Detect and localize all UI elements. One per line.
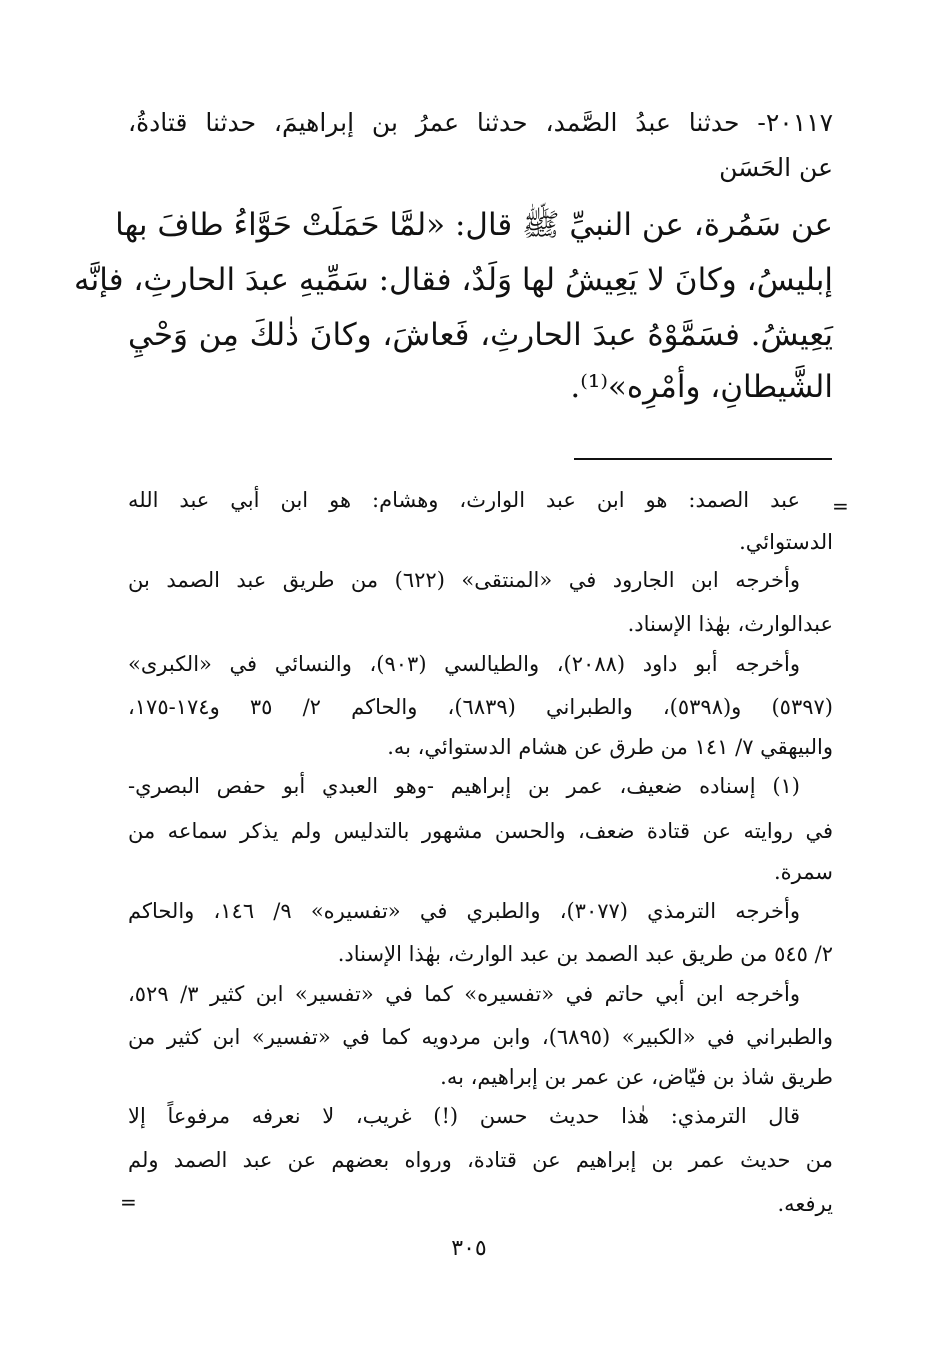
footnote-line-3: وأخرجه ابن الجارود في «المنتقى» (٦٢٢) من طريق عبد الصمد بن (128, 568, 800, 592)
footnote-line-17: من حديث عمر بن إبراهيم عن قتادة، ورواه بعضهم عن عبد الصمد ولم (128, 1148, 833, 1172)
footnote-line-11: وأخرجه الترمذي (٣٠٧٧)، والطبري في «تفسيره» ٩/ ١٤٦، والحاكم (128, 899, 800, 923)
footnote-line-12: ٢/ ٥٤٥ من طريق عبد الصمد بن عبد الوارث، بهٰذا الإسناد. (337, 942, 833, 966)
footnote-divider (574, 458, 832, 460)
footnote-line-8: (١) إسناده ضعيف، عمر بن إبراهيم -وهو العبدي أبو حفص البصري- (128, 774, 800, 798)
footnote-line-10: سمرة. (773, 860, 833, 884)
matn-line-3: يَعِيشُ. فسَمَّوْهُ عبدَ الحارثِ، فَعاشَ، وكانَ ذٰلكَ مِن وَحْيِ (128, 317, 833, 353)
matn-line-4: الشَّيطانِ، وأمْرِه»⁽¹⁾. (570, 369, 833, 405)
footnote-line-18: يرفعه. (777, 1192, 833, 1216)
footnote-line-13: وأخرجه ابن أبي حاتم في «تفسيره» كما في «تفسير» ابن كثير ٣/ ٥٢٩، (128, 982, 800, 1006)
continuation-mark-bottom: = (120, 1190, 137, 1214)
isnad-line-1: ٢٠١١٧- حدثنا عبدُ الصَّمد، حدثنا عمرُ بن إبراهيمَ، حدثنا قتادةُ، (128, 108, 833, 137)
footnote-line-6: (٥٣٩٧) و(٥٣٩٨)، والطبراني (٦٨٣٩)، والحاكم ٢/ ٣٥ و١٧٤-١٧٥، (128, 695, 833, 719)
footnote-line-5: وأخرجه أبو داود (٢٠٨٨)، والطيالسي (٩٠٣)، والنسائي في «الكبرى» (128, 652, 800, 676)
footnote-line-15: طريق شاذ بن فيّاض، عن عمر بن إبراهيم، به. (440, 1065, 833, 1089)
footnote-line-14: والطبراني في «الكبير» (٦٨٩٥)، وابن مردويه كما في «تفسير» ابن كثير من (128, 1025, 833, 1049)
page-number: ٣٠٥ (451, 1236, 487, 1261)
footnote-line-4: عبدالوارث، بهٰذا الإسناد. (627, 612, 833, 636)
footnote-line-9: في روايته عن قتادة ضعف، والحسن مشهور بالتدليس ولم يذكر سماعه من (128, 819, 833, 843)
footnote-line-7: والبيهقي ٧/ ١٤١ من طرق عن هشام الدستوائي، به. (387, 735, 833, 759)
isnad-line-2: عن الحَسَن (719, 153, 833, 182)
footnote-line-1: عبد الصمد: هو ابن عبد الوارث، وهشام: هو ابن أبي عبد الله (128, 488, 800, 512)
matn-line-2: إبليسُ، وكانَ لا يَعِيشُ لها وَلَدٌ، فقال: سَمِّيهِ عبدَ الحارثِ، فإنَّه (74, 262, 833, 298)
footnote-line-16: قال الترمذي: هٰذا حديث حسن (!) غريب، لا نعرفه مرفوعاً إلا (128, 1104, 800, 1128)
matn-line-1: عن سَمُرة، عن النبيِّ ﷺ قال: «لمَّا حَمَلَتْ حَوَّاءُ طافَ بها (115, 207, 833, 243)
continuation-mark-top: = (832, 494, 849, 518)
footnote-line-2: الدستوائي. (739, 530, 833, 554)
